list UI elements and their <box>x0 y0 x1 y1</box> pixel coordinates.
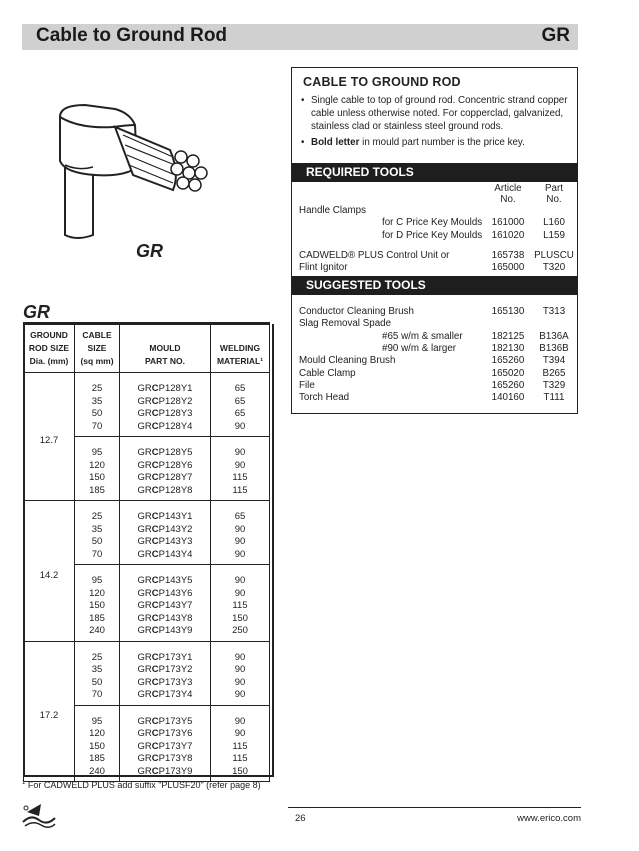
tool-row <box>292 368 577 380</box>
mould-part-cell: GRCP128Y4 <box>120 421 211 437</box>
price-key-letter: C <box>151 511 159 522</box>
welding-material-cell: 90 <box>211 728 270 741</box>
tool-article-no: 161020 <box>491 229 525 241</box>
header-line: WELDING <box>219 343 261 353</box>
mould-part-cell: GRCP128Y3 <box>120 408 211 421</box>
price-key-letter: C <box>151 765 159 777</box>
mould-part-cell: GRCP173Y7 <box>120 741 211 754</box>
info-box-title: CABLE TO GROUND ROD <box>303 75 461 89</box>
mould-part-cell: GRCP143Y3 <box>120 536 211 549</box>
welding-material-cell: 90 <box>211 664 270 677</box>
cable-size-cell: 150 <box>75 741 120 754</box>
welding-material-cell: 90 <box>211 641 270 664</box>
cable-size-cell: 185 <box>75 753 120 766</box>
tool-name: Conductor Cleaning Brush <box>299 306 414 317</box>
price-key-letter: C <box>151 383 159 394</box>
description-bullet <box>301 136 569 149</box>
welding-material-cell: 250 <box>211 625 270 641</box>
cable-size-cell: 150 <box>75 600 120 613</box>
cable-size-cell: 240 <box>75 766 120 782</box>
mould-part-cell: GRCP173Y3 <box>120 677 211 690</box>
col-ground-rod-size <box>24 325 75 373</box>
ground-rod-size-cell: 17.2 <box>24 641 75 782</box>
mould-selection-table <box>23 324 270 782</box>
cable-size-cell: 35 <box>75 396 120 409</box>
bullet-rest: in mould part number is the price key. <box>359 137 525 148</box>
price-key-letter: C <box>151 689 159 700</box>
tool-article-no: 182125 <box>491 330 525 342</box>
cable-size-cell: 120 <box>75 728 120 741</box>
cable-size-cell: 70 <box>75 689 120 705</box>
mould-part-cell: GRCP128Y1 <box>120 373 211 396</box>
price-key-letter: C <box>151 753 159 764</box>
tool-part-no: PLUSCU <box>534 250 574 261</box>
mould-part-cell: GRCP143Y5 <box>120 565 211 588</box>
price-key-letter: C <box>151 420 159 432</box>
welding-material-cell: 90 <box>211 460 270 473</box>
cable-size-cell: 25 <box>75 641 120 664</box>
welding-material-cell: 90 <box>211 421 270 437</box>
cable-size-cell: 50 <box>75 677 120 690</box>
tool-article-no: 165260 <box>491 355 525 367</box>
tool-row <box>292 318 577 330</box>
price-key-letter: C <box>151 484 159 496</box>
header-bar <box>22 24 578 50</box>
tool-part-no: L160 <box>543 217 565 229</box>
cable-size-cell: 50 <box>75 536 120 549</box>
bold-letter-note: Bold letter <box>311 137 360 148</box>
tool-part-no: T329 <box>542 379 566 391</box>
tool-name: #90 w/m & larger <box>382 342 457 354</box>
suggested-tools-band <box>292 276 577 295</box>
page-code: GR <box>541 25 570 46</box>
cable-size-cell: 150 <box>75 472 120 485</box>
welding-material-cell: 150 <box>211 766 270 782</box>
price-key-letter: C <box>151 523 159 535</box>
mould-part-cell: GRCP128Y8 <box>120 485 211 501</box>
col-mould-part-no <box>120 325 211 373</box>
ground-rod-size-cell: 12.7 <box>24 373 75 501</box>
header-line: PART NO. <box>145 356 185 366</box>
tool-row <box>292 355 577 367</box>
mould-part-cell: GRCP173Y8 <box>120 753 211 766</box>
tool-part-no: T394 <box>542 355 566 367</box>
website-link[interactable]: www.erico.com <box>517 813 581 824</box>
price-key-letter: C <box>151 575 159 586</box>
tool-article-no: 165000 <box>491 262 525 274</box>
welding-material-cell: 90 <box>211 705 270 728</box>
cable-size-cell: 95 <box>75 705 120 728</box>
tool-row <box>292 380 577 392</box>
mould-part-cell: GRCP128Y2 <box>120 396 211 409</box>
mould-part-cell: GRCP143Y6 <box>120 588 211 601</box>
price-key-letter: C <box>151 459 159 471</box>
tool-name: Cable Clamp <box>299 367 356 379</box>
tool-name: Mould Cleaning Brush <box>299 355 396 367</box>
price-key-letter: C <box>151 664 159 675</box>
tool-row <box>292 230 577 242</box>
tool-name: for C Price Key Moulds <box>382 217 483 229</box>
price-key-letter: C <box>151 728 159 739</box>
col-cable-size <box>75 325 120 373</box>
table-row <box>24 501 270 524</box>
info-box-description <box>301 94 569 152</box>
welding-material-cell: 150 <box>211 613 270 626</box>
page-number: 26 <box>295 813 306 824</box>
article-no-header <box>484 183 532 205</box>
erico-logo <box>19 800 57 834</box>
info-box <box>291 67 578 414</box>
cable-size-cell: 185 <box>75 613 120 626</box>
footnote-mark: 1 <box>22 780 26 786</box>
header-line: Article <box>494 183 522 194</box>
welding-material-cell: 90 <box>211 588 270 601</box>
tool-part-no: B136B <box>539 342 569 354</box>
mould-part-cell: GRCP173Y6 <box>120 728 211 741</box>
ground-rod-size-cell: 14.2 <box>24 501 75 642</box>
tool-part-no: T111 <box>543 392 565 404</box>
tool-part-no: B265 <box>542 367 566 379</box>
description-bullet <box>301 94 569 133</box>
tool-article-no: 165260 <box>491 379 525 391</box>
header-line: SIZE <box>87 343 107 353</box>
welding-material-cell: 65 <box>211 373 270 396</box>
welding-material-cell: 115 <box>211 485 270 501</box>
col-welding-material <box>211 325 270 373</box>
mould-part-cell: GRCP143Y8 <box>120 613 211 626</box>
part-no-header <box>532 183 576 205</box>
price-key-letter: C <box>151 625 159 636</box>
tool-row <box>292 262 577 274</box>
welding-material-cell: 115 <box>211 600 270 613</box>
welding-material-cell: 90 <box>211 536 270 549</box>
header-line: ROD SIZE <box>28 343 70 353</box>
table-row <box>24 373 270 396</box>
welding-material-cell: 65 <box>211 396 270 409</box>
header-line: No. <box>546 194 562 205</box>
cable-size-cell: 25 <box>75 501 120 524</box>
header-line: (sq mm) <box>80 356 114 366</box>
welding-material-cell: 115 <box>211 741 270 754</box>
price-key-letter: C <box>151 587 159 599</box>
mould-part-cell: GRCP173Y5 <box>120 705 211 728</box>
welding-material-cell: 65 <box>211 408 270 421</box>
tool-name: Torch Head <box>299 392 350 404</box>
price-key-letter: C <box>151 715 159 727</box>
price-key-letter: C <box>151 600 159 611</box>
tool-row <box>292 392 577 404</box>
cable-size-cell: 25 <box>75 373 120 396</box>
cable-size-cell: 120 <box>75 460 120 473</box>
price-key-letter: C <box>151 408 159 419</box>
welding-material-cell: 90 <box>211 689 270 705</box>
tool-part-no: B136A <box>539 330 569 342</box>
cable-size-cell: 95 <box>75 437 120 460</box>
tool-name: #65 w/m & smaller <box>382 330 463 342</box>
footer-rule <box>288 807 581 808</box>
required-tools-heading: REQUIRED TOOLS <box>306 165 414 179</box>
welding-material-cell: 90 <box>211 524 270 537</box>
tool-article-no: 165020 <box>491 367 525 379</box>
tool-name: CADWELD® PLUS Control Unit or <box>299 250 450 261</box>
bullet-text <box>311 136 525 149</box>
cable-to-ground-rod-illustration <box>55 95 220 245</box>
tool-name: File <box>299 379 315 391</box>
tool-name: Flint Ignitor <box>299 262 348 274</box>
tool-article-no: 165130 <box>491 306 525 317</box>
table-row <box>24 641 270 664</box>
header-line: MOULD <box>149 343 181 353</box>
tool-row <box>292 331 577 343</box>
price-key-letter: C <box>151 651 159 663</box>
cable-size-cell: 50 <box>75 408 120 421</box>
cable-size-cell: 70 <box>75 421 120 437</box>
tool-row <box>292 205 577 217</box>
mould-part-cell: GRCP173Y4 <box>120 689 211 705</box>
tool-part-no: T320 <box>542 262 566 274</box>
welding-material-cell: 90 <box>211 437 270 460</box>
mould-part-cell: GRCP128Y5 <box>120 437 211 460</box>
price-key-letter: C <box>151 447 159 458</box>
tool-article-no: 182130 <box>491 342 525 354</box>
footnote <box>22 780 261 790</box>
header-line: Dia. (mm) <box>29 356 69 366</box>
tool-part-no: L159 <box>543 229 565 241</box>
illustration-label: GR <box>136 241 163 261</box>
mould-part-cell: GRCP173Y1 <box>120 641 211 664</box>
tool-article-no: 165738 <box>491 250 525 261</box>
mould-part-cell: GRCP143Y1 <box>120 501 211 524</box>
tool-name: Slag Removal Spade <box>299 318 392 330</box>
cable-size-cell: 120 <box>75 588 120 601</box>
table-section-label: GR <box>23 302 50 322</box>
mould-part-cell: GRCP128Y6 <box>120 460 211 473</box>
mould-part-cell: GRCP173Y2 <box>120 664 211 677</box>
required-tools-band <box>292 163 577 182</box>
cable-size-cell: 35 <box>75 524 120 537</box>
cable-size-cell: 95 <box>75 565 120 588</box>
welding-material-cell: 90 <box>211 677 270 690</box>
price-key-letter: C <box>151 395 159 407</box>
mould-part-cell: GRCP128Y7 <box>120 472 211 485</box>
page-title: Cable to Ground Rod <box>36 25 228 46</box>
mould-part-cell: GRCP143Y9 <box>120 625 211 641</box>
tool-row <box>292 343 577 355</box>
welding-material-cell: 90 <box>211 565 270 588</box>
bullet-text: Single cable to top of ground rod. Concentric strand copper cable unless otherwise noted. For copperclad, galvanized, stainless clad or stainless steel ground rods. <box>311 95 568 132</box>
mould-table-body <box>24 373 270 782</box>
welding-material-cell: 65 <box>211 501 270 524</box>
cable-size-cell: 185 <box>75 485 120 501</box>
cable-size-cell: 70 <box>75 549 120 565</box>
mould-part-cell: GRCP173Y9 <box>120 766 211 782</box>
header-line: Part <box>545 183 563 194</box>
header-line: MATERIAL¹ <box>216 356 264 366</box>
tool-part-no: T313 <box>542 306 566 317</box>
welding-material-cell: 90 <box>211 549 270 565</box>
mould-part-cell: GRCP143Y4 <box>120 549 211 565</box>
tool-name: for D Price Key Moulds <box>382 229 483 241</box>
price-key-letter: C <box>151 740 159 752</box>
header-line: CABLE <box>82 330 112 340</box>
bullet-dot: • <box>301 95 305 106</box>
tool-article-no: 140160 <box>491 392 525 404</box>
bullet-dot: • <box>301 137 305 148</box>
price-key-letter: C <box>151 536 159 547</box>
tool-article-no: 161000 <box>491 217 525 229</box>
welding-material-cell: 115 <box>211 472 270 485</box>
price-key-letter: C <box>151 612 159 624</box>
price-key-letter: C <box>151 548 159 560</box>
mould-part-cell: GRCP143Y7 <box>120 600 211 613</box>
header-line: No. <box>500 194 516 205</box>
header-line: GROUND <box>30 330 68 340</box>
tool-row <box>292 306 577 318</box>
price-key-letter: C <box>151 676 159 688</box>
mould-part-cell: GRCP143Y2 <box>120 524 211 537</box>
price-key-letter: C <box>151 472 159 483</box>
cable-size-cell: 35 <box>75 664 120 677</box>
tool-row <box>292 217 577 229</box>
welding-material-cell: 115 <box>211 753 270 766</box>
tool-row <box>292 250 577 262</box>
tool-name: Handle Clamps <box>299 205 366 216</box>
suggested-tools-heading: SUGGESTED TOOLS <box>306 278 426 292</box>
footnote-text: For CADWELD PLUS add suffix "PLUSF20" (refer page 8) <box>27 780 261 790</box>
cable-size-cell: 240 <box>75 625 120 641</box>
